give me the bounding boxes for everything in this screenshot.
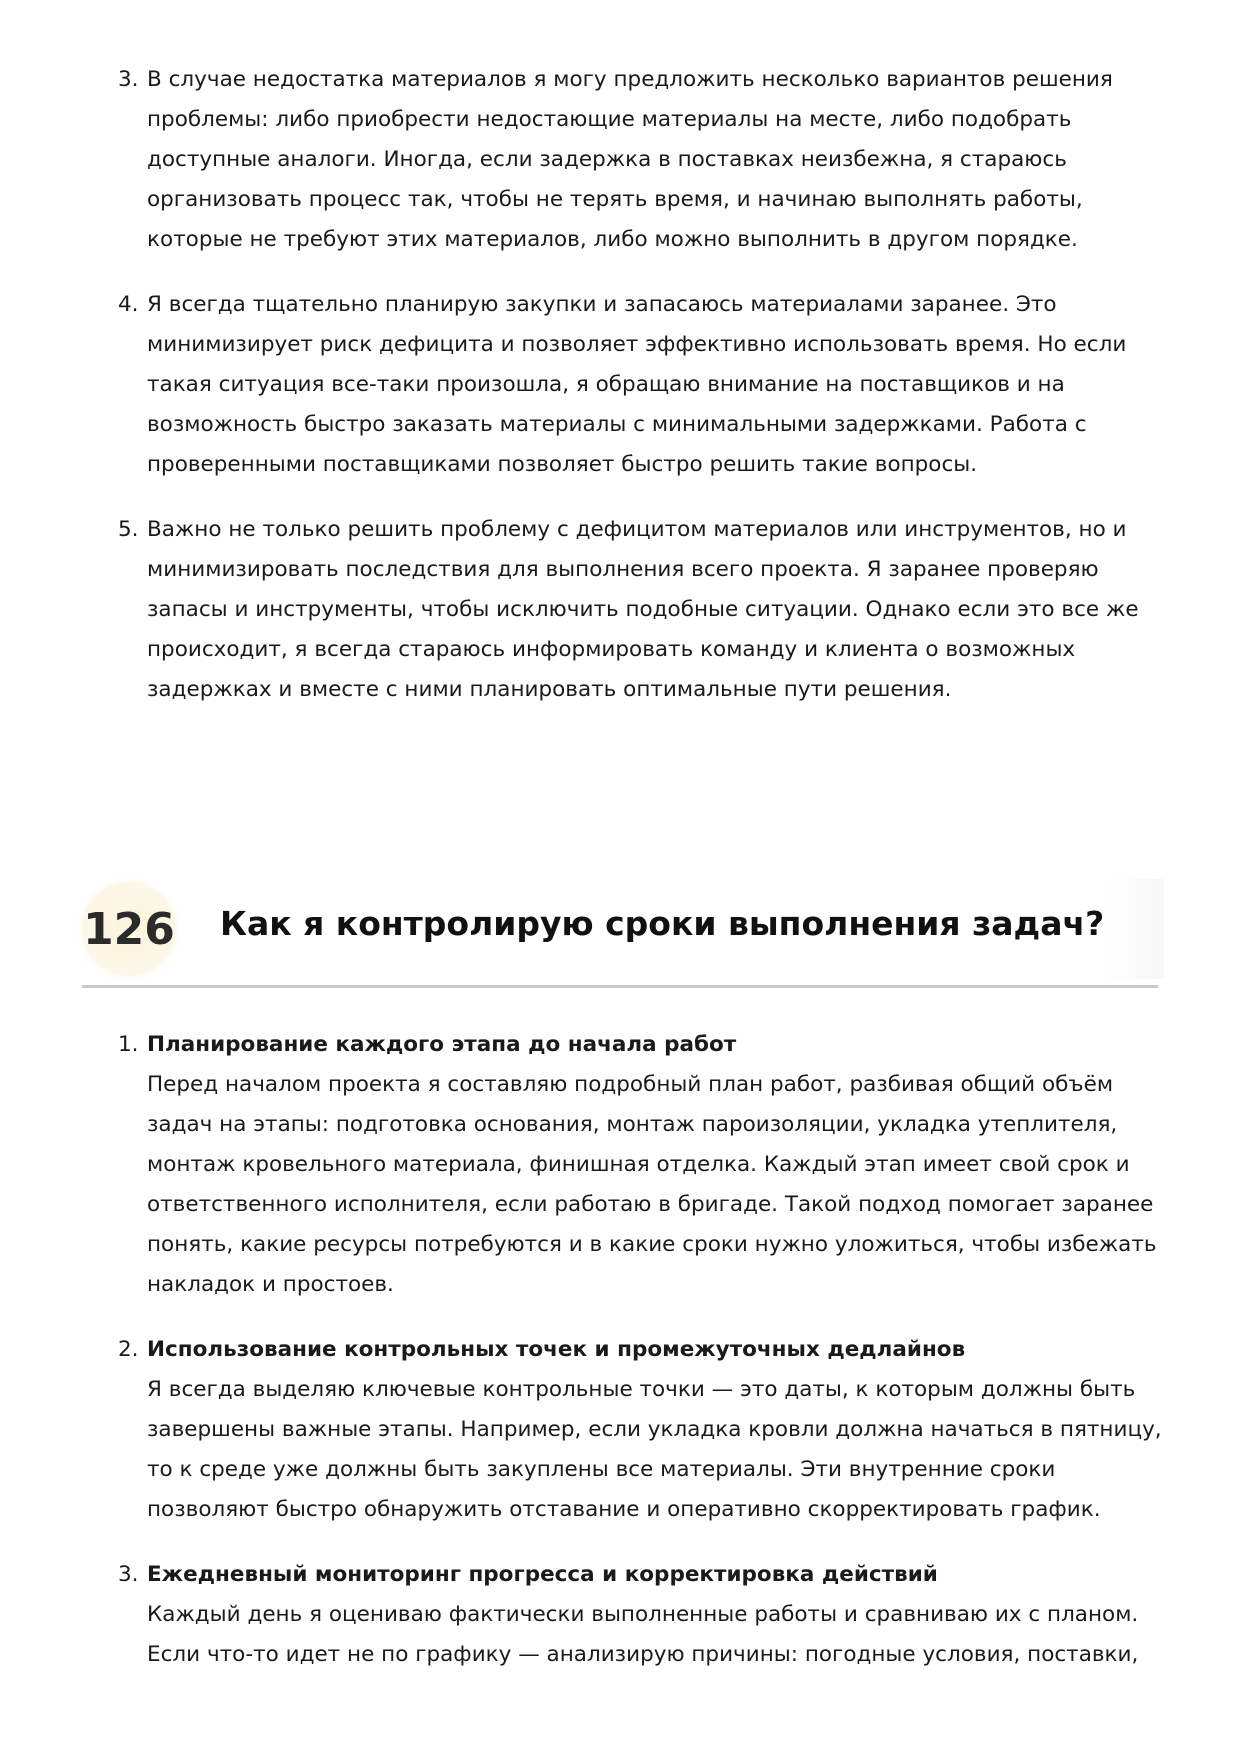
list-item-text: Я всегда выделяю ключевые контрольные точки — это даты, к которым должны быть завершены важные этапы. Например, если укладка кровли должна начаться в пятницу, то к среде уже должны быть закуплены все материалы. Эти внутренние сроки позволяют быстро обнаружить отставание и оперативно скорректировать график.: [147, 1377, 1162, 1522]
question-header: [82, 879, 1158, 988]
list-item-number: 3.: [118, 67, 139, 92]
list-item-text: Перед началом проекта я составляю подробный план работ, разбивая общий объём задач на этапы: подготовка основания, монтаж пароизоляции, укладка утеплителя, монтаж кровельного материала, финишная отделка. Каждый этап имеет свой срок и ответственного исполнителя, если работаю в бригаде. Такой подход помогает заранее понять, какие ресурсы потребуются и в какие сроки нужно уложиться, чтобы избежать накладок и простоев.: [147, 1072, 1157, 1297]
answer-list: [118, 1025, 1163, 1675]
list-item: [118, 285, 1163, 485]
list-item-number: 5.: [118, 517, 139, 542]
list-item-text: Я всегда тщательно планирую закупки и запасаюсь материалами заранее. Это минимизирует риск дефицита и позволяет эффективно использовать время. Но если такая ситуация все-таки произошла, я обращаю внимание на поставщиков и на возможность быстро заказать материалы с минимальными задержками. Работа с проверенными поставщиками позволяет быстро решить такие вопросы.: [147, 292, 1127, 477]
list-item: [118, 60, 1163, 260]
list-item: [118, 1025, 1163, 1305]
header-shadow: [1104, 879, 1164, 979]
list-item-title: Ежедневный мониторинг прогресса и корректировка действий: [147, 1562, 938, 1587]
list-item-number: 2.: [118, 1337, 139, 1362]
list-item-text: В случае недостатка материалов я могу предложить несколько вариантов решения проблемы: либо приобрести недостающие материалы на месте, либо подобрать доступные аналоги. Иногда, если задержка в поставках неизбежна, я стараюсь организовать процесс так, чтобы не терять время, и начинаю выполнять работы, которые не требуют этих материалов, либо можно выполнить в другом порядке.: [147, 67, 1113, 252]
list-item-number: 4.: [118, 292, 139, 317]
list-item: [118, 510, 1163, 710]
list-item-title: Использование контрольных точек и промежуточных дедлайнов: [147, 1337, 966, 1362]
list-item: [118, 1555, 1163, 1675]
answer-list-previous: [118, 60, 1163, 710]
list-item-number: 3.: [118, 1562, 139, 1587]
question-title: Как я контролирую сроки выполнения задач?: [220, 904, 1105, 943]
list-item-text: Важно не только решить проблему с дефицитом материалов или инструментов, но и минимизировать последствия для выполнения всего проекта. Я заранее проверяю запасы и инструменты, чтобы исключить подобные ситуации. Однако если это все же происходит, я всегда стараюсь информировать команду и клиента о возможных задержках и вместе с ними планировать оптимальные пути решения.: [147, 517, 1139, 702]
list-item-text: Каждый день я оцениваю фактически выполненные работы и сравниваю их с планом. Если что-то идет не по графику — анализирую причины: погодные условия, поставки,: [147, 1602, 1139, 1667]
list-item-title: Планирование каждого этапа до начала работ: [147, 1032, 737, 1057]
header-divider: [82, 985, 1158, 988]
list-item: [118, 1330, 1163, 1530]
question-number-badge: 126: [82, 882, 176, 976]
list-item-number: 1.: [118, 1032, 139, 1057]
